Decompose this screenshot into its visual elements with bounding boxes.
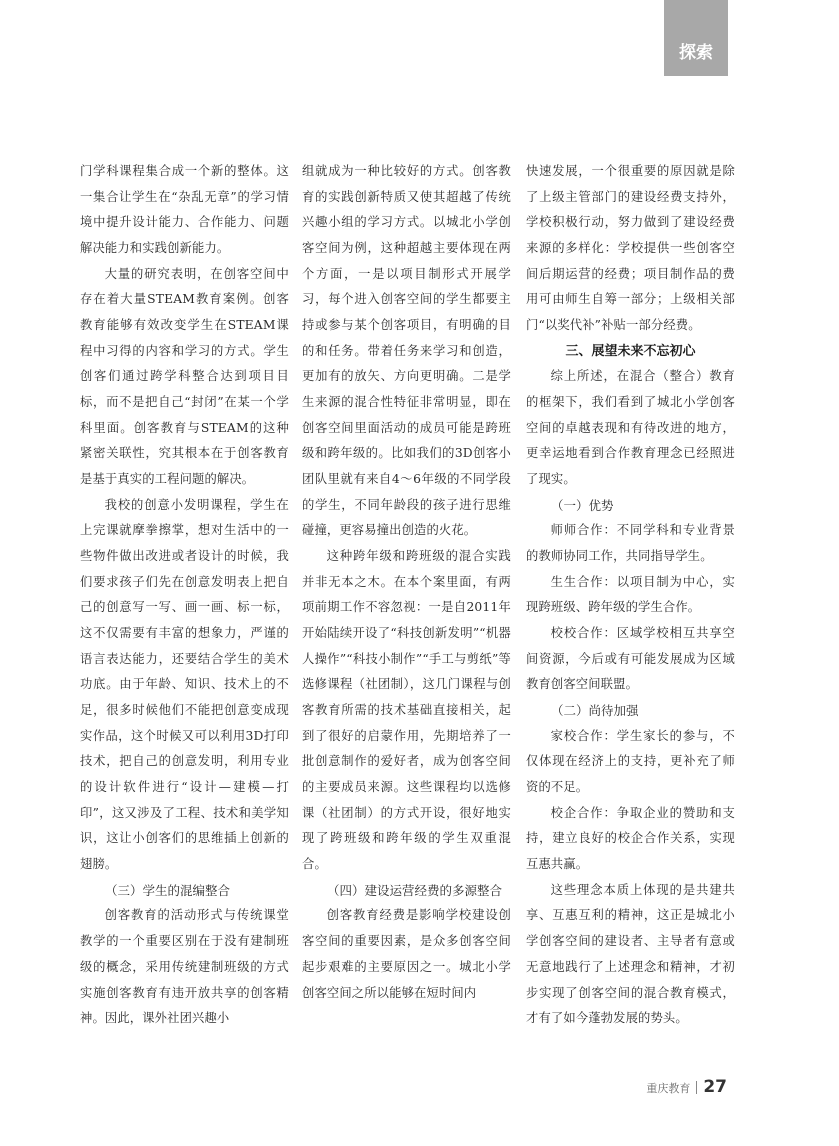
paragraph: 家校合作：学生家长的参与，不仅体现在经济上的支持，更补充了师资的不足。 [526,728,735,795]
paragraph: 快速发展，一个很重要的原因就是除了上级主管部门的建设经费支持外，学校积极行动，努力做到了建设经费来源的多样化：学校提供一些创客空间后期运营的经费；项目制作品的费用可由师生自筹一部分；上级相关部门“以奖代补”补贴一部分经费。 [526,164,735,333]
subsection-heading: （三）学生的混编整合 [105,882,231,898]
section-heading: 三、展望未来不忘初心 [565,343,696,359]
footer-divider [696,1081,697,1094]
paragraph: 组就成为一种比较好的方式。创客教育的实践创新特质又使其超越了传统兴趣小组的学习方式。以城北小学创客空间为例，这种超越主要体现在两个方面，一是以项目制形式开展学习，每个进入创客空间的学生都要主持或参与某个创客项目，有明确的目的和任务。带着任务来学习和创造，更加有的放矢、方向更明确。二是学生来源的混合性特征非常明显，即在创客空间里面活动的成员可能是跨班级和跨年级的。比如我们的3D创客小团队里就有来自4～6年级的不同学段的学生，不同年龄段的孩子进行思维碰撞，更容易撞出创造的火花。 [302,164,511,538]
subsection-heading: （四）建设运营经费的多源整合 [327,882,503,898]
paragraph: 我校的创意小发明课程，学生在上完课就摩拳擦掌，想对生活中的一些物件做出改进或者设计的时候，我们要求孩子们先在创意发明表上把自己的创意写一写、画一画、标一标，这不仅需要有丰富的想象力，严谨的语言表达能力，还要结合学生的美术功底。由于年龄、知识、技术上的不足，很多时候他们不能把创意变成现实作品，这个时候又可以利用3D打印技术，把自己的创意发明，利用专业的设计软件进行“设计—建模—打印”，这又涉及了工程、技术和美学知识，这让小创客们的思维插上创新的翅膀。 [80,497,289,872]
paragraph: 师师合作：不同学科和专业背景的教师协同工作，共同指导学生。 [526,523,735,564]
text-column-3 [526,159,735,1032]
paragraph: 校校合作：区域学校相互共享空间资源，今后或有可能发展成为区域教育创客空间联盟。 [526,626,735,692]
paragraph: 综上所述，在混合（整合）教育的框架下，我们看到了城北小学创客空间的卓越表现和有待改进的地方，更幸运地看到合作教育理念已经照进了现实。 [526,369,735,487]
paragraph: 这些理念本质上体现的是共建共享、互惠互利的精神，这正是城北小学创客空间的建设者、主导者有意或无意地践行了上述理念和精神，才初步实现了创客空间的混合教育模式，才有了如今蓬勃发展的势头。 [526,882,735,1026]
subsection-heading: （一）优势 [551,497,614,513]
paragraph: 创客教育经费是影响学校建设创客空间的重要因素，是众多创客空间起步艰难的主要原因之一。城北小学创客空间之所以能够在短时间内 [302,908,511,1000]
section-tag: 探索 [664,0,728,76]
text-column-1 [80,159,289,1032]
paragraph: 大量的研究表明，在创客空间中存在着大量STEAM教育案例。创客教育能够有效改变学生在STEAM课程中习得的内容和学习的方式。学生创客们通过跨学科整合达到项目目标，而不是把自己“封闭”在某一个学科里面。创客教育与STEAM的这种紧密关联性，究其根本在于创客教育是基于真实的工程问题的解决。 [80,266,289,487]
paragraph: 创客教育的活动形式与传统课堂教学的一个重要区别在于没有建制班级的概念，采用传统建制班级的方式实施创客教育有违开放共享的创客精神。因此，课外社团兴趣小 [80,908,289,1026]
journal-name: 重庆教育 [646,1082,691,1095]
paragraph: 这种跨年级和跨班级的混合实践并非无本之木。在本个案里面，有两项前期工作不容忽视：一是自2011年开始陆续开设了“科技创新发明”“机器人操作”“科技小制作”“手工与剪纸”等选修课程（社团制），这几门课程与创客教育所需的技术基础直接相关，起到了很好的启蒙作用，先期培养了一批创意制作的爱好者，成为创客空间的主要成员来源。这些课程均以选修课（社团制）的方式开设，很好地实现了跨班级和跨年级的学生双重混合。 [302,549,511,872]
paragraph: 生生合作：以项目制为中心，实现跨班级、跨年级的学生合作。 [526,574,735,615]
paragraph: 门学科课程集合成一个新的整体。这一集合让学生在“杂乱无章”的学习情境中提升设计能力、合作能力、问题解决能力和实践创新能力。 [80,164,289,256]
page-number: 27 [703,1077,727,1097]
text-column-2 [302,159,511,1006]
page-footer [646,1077,727,1097]
subsection-heading: （二）尚待加强 [551,703,639,719]
paragraph: 校企合作：争取企业的赞助和支持，建立良好的校企合作关系，实现互惠共赢。 [526,805,735,872]
